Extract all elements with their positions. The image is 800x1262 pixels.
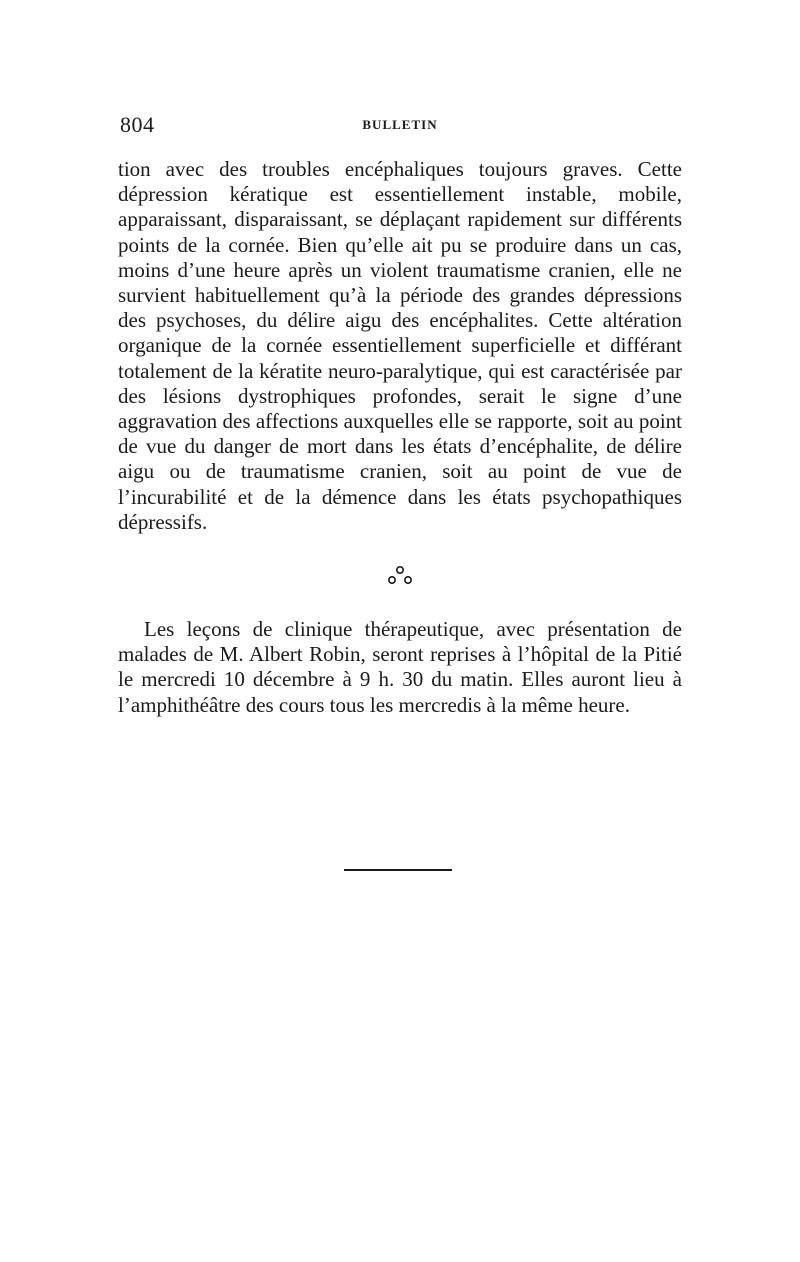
- paragraph-kératique: tion avec des troubles encéphaliques toujours graves. Cette dépression kératique est essentiellement instable, mobile, apparaissant, disparaissant, se déplaçant rapidement sur différents points de la cornée. Bien qu’elle ait pu se produire dans un cas, moins d’une heure après un violent traumatisme cranien, elle ne survient habituellement qu’à la période des grandes dépressions des psychoses, du délire aigu des encéphalites. Cette altération organique de la cornée essentiellement superficielle et différant totalement de la kératite neuro-paralytique, qui est caractérisée par des lésions dystrophiques profondes, serait le signe d’une aggravation des affections auxquelles elle se rapporte, soit au point de vue du danger de mort dans les états d’encéphalite, de délire aigu ou de traumatisme cranien, soit au point de vue de l’incurabilité et de la démence dans les états psychopathiques dépressifs.: [118, 157, 682, 534]
- end-rule: [344, 869, 452, 871]
- paragraph-leçons: Les leçons de clinique thérapeutique, avec présentation de malades de M. Albert Robin, seront reprises à l’hôpital de la Pitié le mercredi 10 décembre à 9 h. 30 du matin. Elles auront lieu à l’amphithéâtre des cours tous les mercredis à la même heure.: [118, 617, 682, 717]
- page-number: 804: [120, 112, 155, 137]
- running-head: BULLETIN: [362, 117, 438, 132]
- asterism-icon: [380, 563, 420, 589]
